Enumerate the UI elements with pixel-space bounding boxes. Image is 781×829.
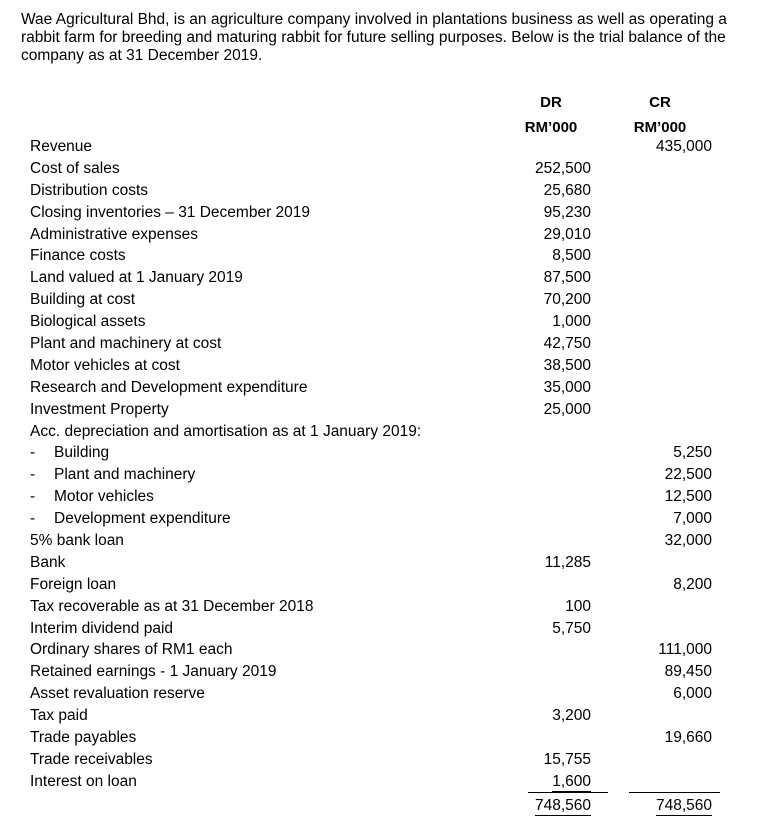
table-row [0,574,781,596]
cr-amount: 89,450 [664,663,712,681]
row-label: 5% bank loan [30,532,124,550]
cr-amount: 435,000 [655,138,712,155]
dr-amount: 35,000 [543,378,591,396]
table-row [0,727,781,749]
table-row [0,639,781,661]
table-row [0,377,781,399]
table-row [0,508,781,530]
table-row [0,289,781,311]
row-label: Cost of sales [30,159,120,177]
row-label: Trade receivables [30,750,153,768]
cr-amount: 19,660 [664,729,712,747]
cr-amount: 7,000 [673,510,712,528]
row-label [30,510,231,528]
row-label: Tax recoverable as at 31 December 2018 [30,597,314,615]
dr-unit-header: RM’000 [524,119,578,136]
dr-amount: 70,200 [543,291,591,309]
table-row [0,618,781,640]
row-label: Acc. depreciation and amortisation as at 1 January 2019: [30,422,422,440]
row-label: Biological assets [30,313,146,331]
cr-total-rule [629,792,720,793]
row-label [30,488,154,506]
sub-item-label: Development expenditure [54,510,231,528]
table-row [0,596,781,618]
dr-amount: 95,230 [543,203,591,221]
row-label: Tax paid [30,707,88,725]
dr-amount: 11,285 [544,553,591,571]
dr-amount: 252,500 [534,159,591,177]
row-label: Interim dividend paid [30,619,174,637]
cr-amount: 32,000 [664,532,712,550]
dr-amount: 100 [565,597,591,615]
table-row [0,245,781,267]
row-label: Foreign loan [30,575,117,593]
dr-amount: 3,200 [552,707,591,725]
row-label: Interest on loan [30,772,137,790]
row-label [30,466,195,484]
totals-row [0,795,781,817]
sub-item-dash: - [30,466,36,484]
dr-amount: 1,600 [552,772,591,790]
cr-total: 748,560 [655,797,712,814]
dr-amount: 8,500 [552,247,591,265]
dr-amount: 25,000 [543,400,591,418]
table-row [0,661,781,683]
table-row [0,311,781,333]
table-row [0,442,781,464]
dr-amount: 38,500 [543,356,591,374]
row-label: Closing inventories – 31 December 2019 [30,203,311,221]
dr-amount: 1,000 [552,313,591,331]
table-row [0,355,781,377]
table-row [0,705,781,727]
row-label [30,444,109,462]
cr-unit-header: RM’000 [633,119,687,136]
row-label: Distribution costs [30,181,149,199]
dr-total-rule [528,792,608,793]
sub-item-label: Motor vehicles [54,488,154,506]
row-label: Bank [30,553,66,571]
table-row [0,180,781,202]
cr-header: CR [649,94,671,111]
sub-item-dash: - [30,488,36,506]
dr-amount: 5,750 [552,619,591,637]
cr-amount: 8,200 [673,575,712,593]
table-row [0,421,781,443]
cr-amount: 111,000 [658,641,712,659]
row-label: Retained earnings - 1 January 2019 [30,663,277,681]
table-row [0,202,781,224]
table-row [0,464,781,486]
row-label: Finance costs [30,247,126,265]
intro-paragraph: Wae Agricultural Bhd, is an agriculture company involved in plantations business as well as operating a rabbit farm for breeding and maturing rabbit for future selling purposes. Below is the trial balance of the company as at 31 December 2019. [21,11,727,64]
dr-amount: 42,750 [543,335,591,353]
row-label: Research and Development expenditure [30,378,308,396]
sub-item-label: Plant and machinery [54,466,196,484]
row-label: Plant and machinery at cost [30,335,222,353]
row-label: Trade payables [30,729,137,747]
dr-amount: 25,680 [543,181,591,199]
cr-amount: 5,250 [673,444,712,462]
row-label: Revenue [30,138,93,155]
cr-amount: 12,500 [664,488,712,506]
sub-item-dash: - [30,510,36,528]
table-row [0,333,781,355]
table-row [0,771,781,793]
row-label: Administrative expenses [30,225,198,243]
cr-amount: 22,500 [664,466,712,484]
table-row [0,158,781,180]
table-row [0,399,781,421]
table-row [0,749,781,771]
row-label: Asset revaluation reserve [30,685,205,703]
table-row [0,136,781,158]
trial-balance-table [0,136,781,793]
table-row [0,224,781,246]
row-label: Motor vehicles at cost [30,356,180,374]
dr-total: 748,560 [534,797,591,814]
dr-amount: 87,500 [543,269,591,287]
table-row [0,267,781,289]
table-row [0,552,781,574]
table-row [0,486,781,508]
sub-item-dash: - [30,444,36,462]
dr-amount: 15,755 [543,750,591,768]
table-row [0,683,781,705]
dr-header: DR [540,94,562,111]
sub-item-label: Building [54,444,110,462]
row-label: Building at cost [30,291,136,309]
row-label: Investment Property [30,400,169,418]
row-label: Land valued at 1 January 2019 [30,269,243,287]
dr-amount: 29,010 [543,225,591,243]
row-label: Ordinary shares of RM1 each [30,641,233,659]
cr-amount: 6,000 [673,685,712,703]
table-row [0,530,781,552]
